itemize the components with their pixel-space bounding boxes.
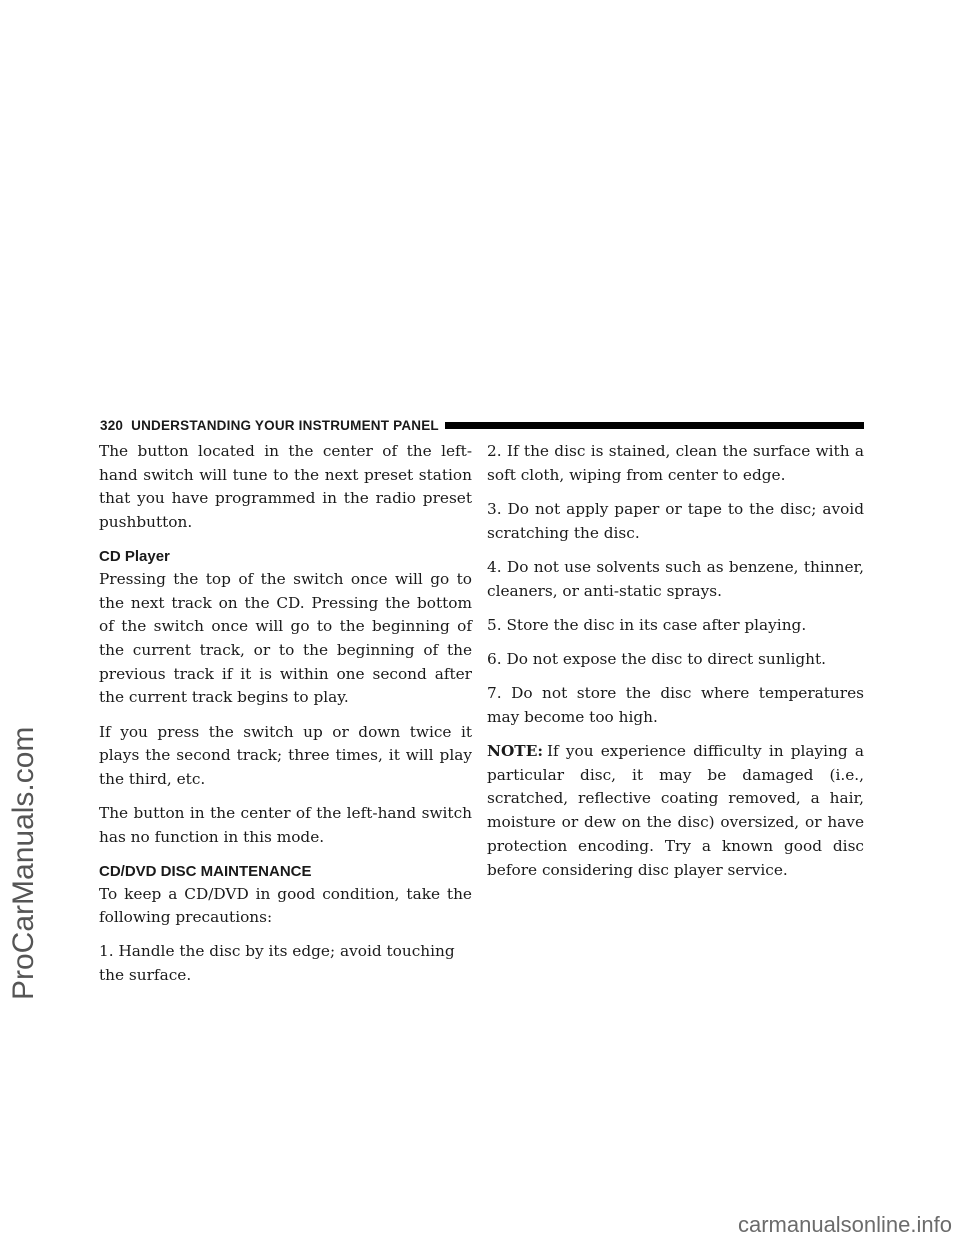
bottom-watermark: carmanualsonline.info bbox=[737, 1212, 952, 1237]
right-column bbox=[487, 440, 864, 893]
section-title: UNDERSTANDING YOUR INSTRUMENT PANEL bbox=[131, 417, 439, 433]
note-paragraph bbox=[487, 740, 864, 882]
cd-paragraph-1: Pressing the top of the switch once will go to the next track on the CD. Pressing the bottom of the switch once will go to the beginning of the current track, or to the beginning of the previous track if it is within one second after the current track begins to play. bbox=[99, 569, 472, 707]
step-4: 4. Do not use solvents such as benzene, thinner, cleaners, or anti-static sprays. bbox=[487, 557, 864, 600]
step-7: 7. Do not store the disc where temperatures may become too high. bbox=[487, 684, 864, 726]
step-1: 1. Handle the disc by its edge; avoid touching the surface. bbox=[99, 942, 455, 985]
cd-paragraph-2: If you press the switch up or down twice it plays the second track; three times, it will play the third, etc. bbox=[99, 722, 472, 788]
side-watermark: ProCarManuals.com bbox=[7, 726, 40, 1000]
page-header bbox=[100, 416, 864, 434]
note-label: NOTE: bbox=[487, 742, 543, 761]
left-column bbox=[99, 440, 472, 998]
step-3: 3. Do not apply paper or tape to the disc; avoid scratching the disc. bbox=[487, 499, 864, 542]
page-number: 320 bbox=[100, 417, 124, 433]
maintenance-intro: To keep a CD/DVD in good condition, take the following precautions: bbox=[99, 884, 472, 927]
header-rule bbox=[445, 422, 864, 429]
cd-paragraph-3: The button in the center of the left-hand switch has no function in this mode. bbox=[99, 804, 472, 846]
intro-paragraph: The button located in the center of the left-hand switch will tune to the next preset station that you have programmed in the radio preset pushbutton. bbox=[99, 442, 472, 532]
step-5: 5. Store the disc in its case after playing. bbox=[487, 615, 807, 634]
note-text: If you experience difficulty in playing a particular disc, it may be damaged (i.e., scratched, reflective coating removed, a hair, moisture or dew on the disc) oversized, or have protection encoding. Try a known good disc before considering disc player service. bbox=[487, 742, 864, 879]
cd-player-heading: CD Player bbox=[99, 547, 170, 565]
step-6: 6. Do not expose the disc to direct sunlight. bbox=[487, 649, 827, 668]
step-2: 2. If the disc is stained, clean the surface with a soft cloth, wiping from center to edge. bbox=[487, 442, 864, 484]
maintenance-heading: CD/DVD DISC MAINTENANCE bbox=[99, 862, 312, 880]
